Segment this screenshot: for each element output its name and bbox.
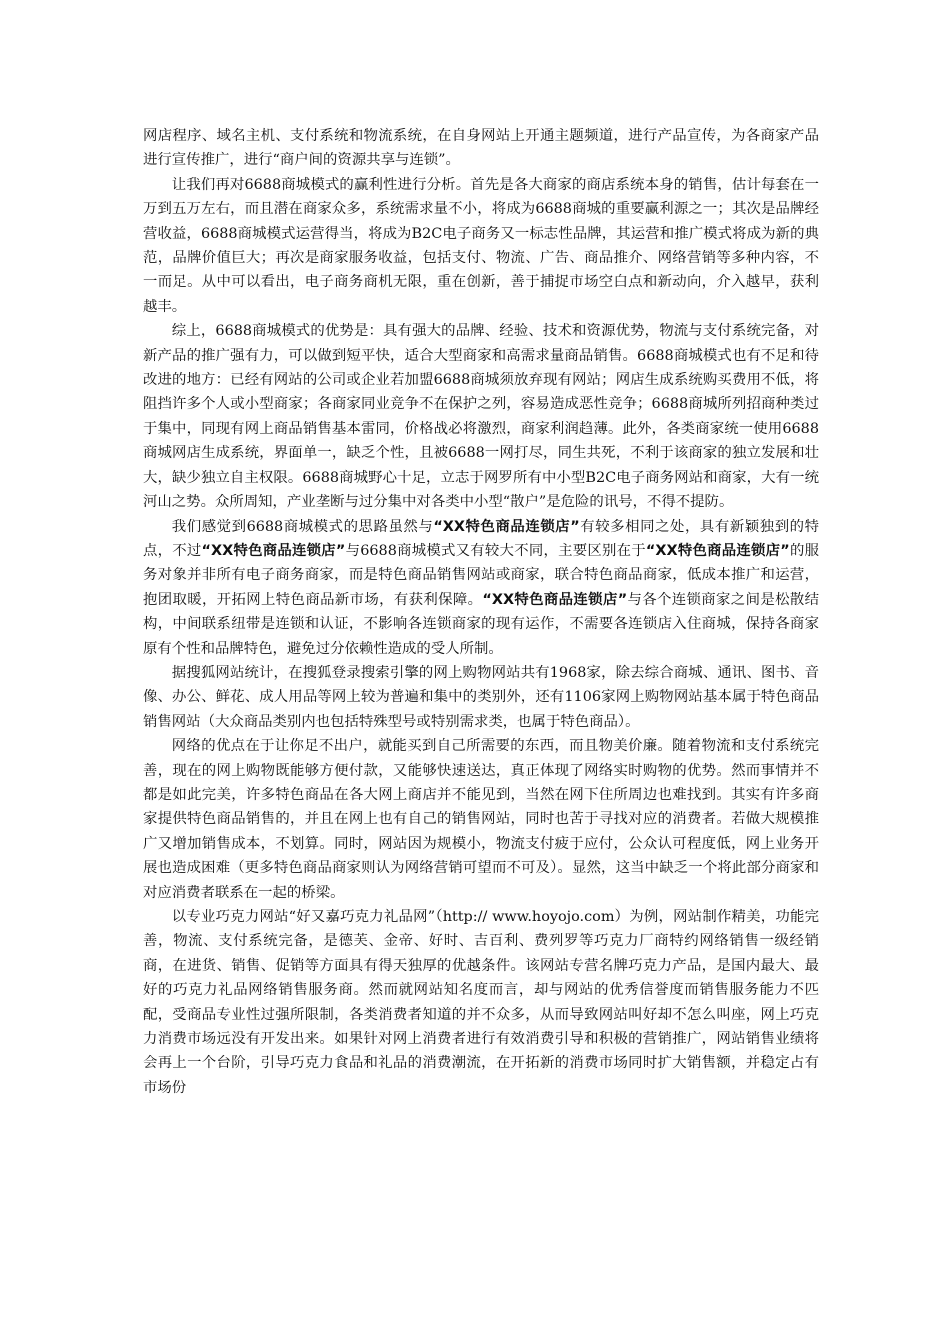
paragraph-7: [143, 905, 819, 1100]
paragraph-4-bold-store-name: “XX特色商品连锁店”: [433, 518, 580, 535]
paragraph-4-bold-store-name: “XX特色商品连锁店”: [201, 542, 346, 559]
paragraph-4-bold-store-name: “XX特色商品连锁店”: [482, 591, 628, 608]
paragraph-4-bold-store-name: “XX特色商品连锁店”: [645, 542, 790, 559]
paragraph-5-text: 据搜狐网站统计，在搜狐登录搜索引擎的网上购物网站共有1968家，除去综合商城、通讯、图书、音像、办公、鲜花、成人用品等网上较为普遍和集中的类别外，还有1106家网上购物网站基本属于特色商品销售网站（大众商品类别内也包括特殊型号或特别需求类，也属于特色商品）。: [143, 664, 819, 730]
paragraph-4-text-run: 我们感觉到6688商城模式的思路虽然与: [171, 518, 434, 535]
paragraph-1-text: 网店程序、域名主机、支付系统和物流系统，在自身网站上开通主题频道，进行产品宣传，为各商家产品进行宣传推广，进行“商户间的资源共享与连锁”。: [143, 128, 819, 169]
paragraph-6-text: 网络的优点在于让你足不出户，就能买到自己所需要的东西，而且物美价廉。随着物流和支付系统完善，现在的网上购物既能够方便付款，又能够快速送达，真正体现了网络实时购物的优势。然而事情并不都是如此完美，许多特色商品在各大网上商店并不能见到，当然在网下住所周边也难找到。其实有许多商家提供特色商品销售的，并且在网上也有自己的销售网站，同时也苦于寻找对应的消费者。若做大规模推广又增加销售成本，不划算。同时，网站因为规模小，物流支付疲于应付，公众认可程度低，网上业务开展也造成困难（更多特色商品商家则认为网络营销可望而不可及）。显然，这当中缺乏一个将此部分商家和对应消费者联系在一起的桥梁。: [143, 738, 819, 901]
paragraph-4-text-run: 与6688商城模式又有较大不同，主要区别在于: [345, 542, 646, 559]
paragraph-4-text-run: 的服务对象并非所有电子商务商家，而是特色商品销售网站或商家，联合特色商品商家，低成本推广和运营，抱团取暖，开拓网上特色商品新市场，有获利保障。: [143, 542, 820, 608]
paragraph-4-text-run: 有较多相同之处，具有新颖独到的特点，不过: [143, 518, 819, 559]
paragraph-3-text: 综上，6688商城模式的优势是：具有强大的品牌、经验、技术和资源优势，物流与支付系统完备，对新产品的推广强有力，可以做到短平快，适合大型商家和高需求量商品销售。6688商城模式也有不足和待改进的地方：已经有网站的公司或企业若加盟6688商城须放弃现有网站；网店生成系统购买费用不低，将阻挡许多个人或小型商家；各商家同业竞争不在保护之列，容易造成恶性竞争；6688商城所列招商种类过于集中，同现有网上商品销售基本雷同，价格战必将激烈，商家利润趋薄。此外，各类商家统一使用6688商城网店生成系统，界面单一，缺乏个性，且被6688一网打尽，同生共死，不利于该商家的独立发展和壮大，缺少独立自主权限。6688商城野心十足，立志于网罗所有中小型B2C电子商务网站和商家，大有一统河山之势。众所周知，产业垄断与过分集中对各类中小型“散户”是危险的讯号，不得不提防。: [143, 323, 819, 511]
document-body: [143, 124, 819, 1100]
paragraph-5: [143, 661, 819, 734]
paragraph-2-text: 让我们再对6688商城模式的赢利性进行分析。首先是各大商家的商店系统本身的销售，估计每套在一万到五万左右，而且潜在商家众多，系统需求量不小，将成为6688商城的重要赢利源之一；其次是品牌经营收益，6688商城模式运营得当，将成为B2C电子商务又一标志性品牌，其运营和推广模式将成为新的典范，品牌价值巨大；再次是商家服务收益，包括支付、物流、广告、商品推介、网络营销等多种内容，不一而足。从中可以看出，电子商务商机无限，重在创新，善于捕捉市场空白点和新动向，介入越早，获利越丰。: [143, 176, 819, 315]
paragraph-3: [143, 319, 819, 514]
paragraph-1: [143, 124, 819, 173]
paragraph-4-text-run: 与各个连锁商家之间是松散结构，中间联系纽带是连锁和认证，不影响各连锁商家的现有运作，不需要各连锁店入住商城，保持各商家原有个性和品牌特色，避免过分依赖性造成的受人所制。: [143, 591, 819, 657]
paragraph-7-text: 以专业巧克力网站“好又嘉巧克力礼品网”（http:// www.hoyojo.com）为例，网站制作精美，功能完善，物流、支付系统完备，是德芙、金帝、好时、吉百利、费列罗等巧克力厂商特约网络销售一级经销商，在进货、销售、促销等方面具有得天独厚的优越条件。该网站专营名牌巧克力产品，是国内最大、最好的巧克力礼品网络销售服务商。然而就网站知名度而言，却与网站的优秀信誉度而销售服务能力不匹配，受商品专业性过强所限制，各类消费者知道的并不众多，从而导致网站叫好却不怎么叫座，网上巧克力消费市场远没有开发出来。如果针对网上消费者进行有效消费引导和积极的营销推广，网站销售业绩将会再上一个台阶，引导巧克力食品和礼品的消费潮流，在开拓新的消费市场同时扩大销售额，并稳定占有市场份: [143, 909, 819, 1096]
paragraph-4: [143, 515, 819, 661]
paragraph-6: [143, 734, 819, 905]
paragraph-2: [143, 173, 819, 319]
